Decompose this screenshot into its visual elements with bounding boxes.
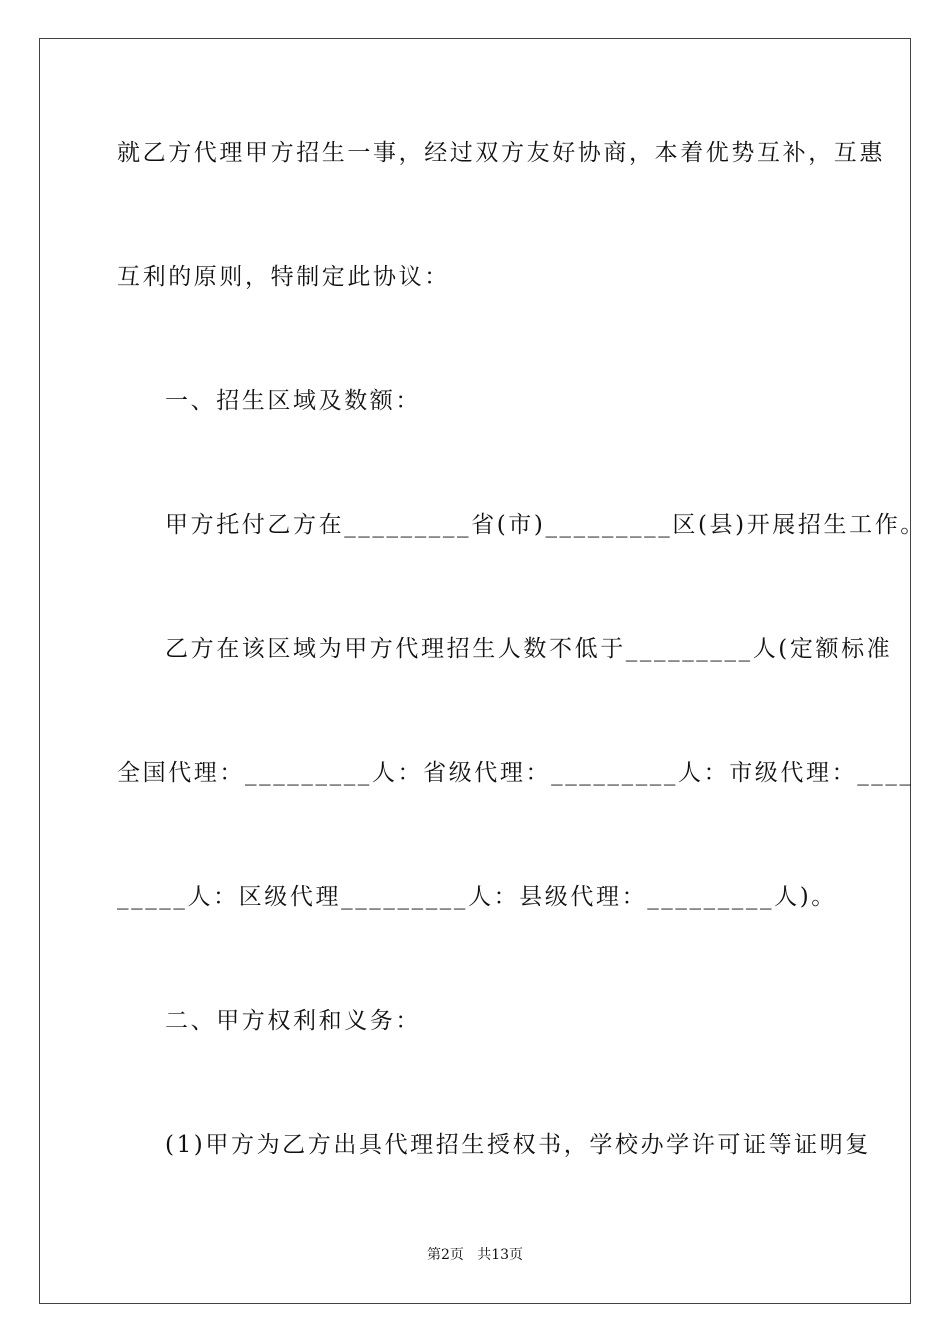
body-line-7: (1)甲方为乙方出具代理招生授权书，学校办学许可证等证明复: [165, 1132, 871, 1158]
body-line-5: 全国代理：_________人：省级代理：_________人：市级代理：____: [117, 760, 914, 786]
section-heading-1: 一、招生区域及数额：: [165, 388, 421, 414]
body-line-3: 甲方托付乙方在_________省(市)_________区(县)开展招生工作。: [165, 512, 926, 538]
body-line-1: 就乙方代理甲方招生一事，经过双方友好协商，本着优势互补，互惠: [117, 140, 885, 166]
page-frame: [39, 38, 926, 1304]
page-number-footer: 第2页 共13页: [426, 1247, 524, 1263]
section-heading-2: 二、甲方权利和义务：: [165, 1008, 421, 1034]
body-line-2: 互利的原则，特制定此协议：: [117, 264, 450, 290]
body-line-4: 乙方在该区域为甲方代理招生人数不低于_________人(定额标准: [165, 636, 893, 662]
body-line-6: _____人：区级代理_________人：县级代理：_________人)。: [117, 884, 837, 910]
